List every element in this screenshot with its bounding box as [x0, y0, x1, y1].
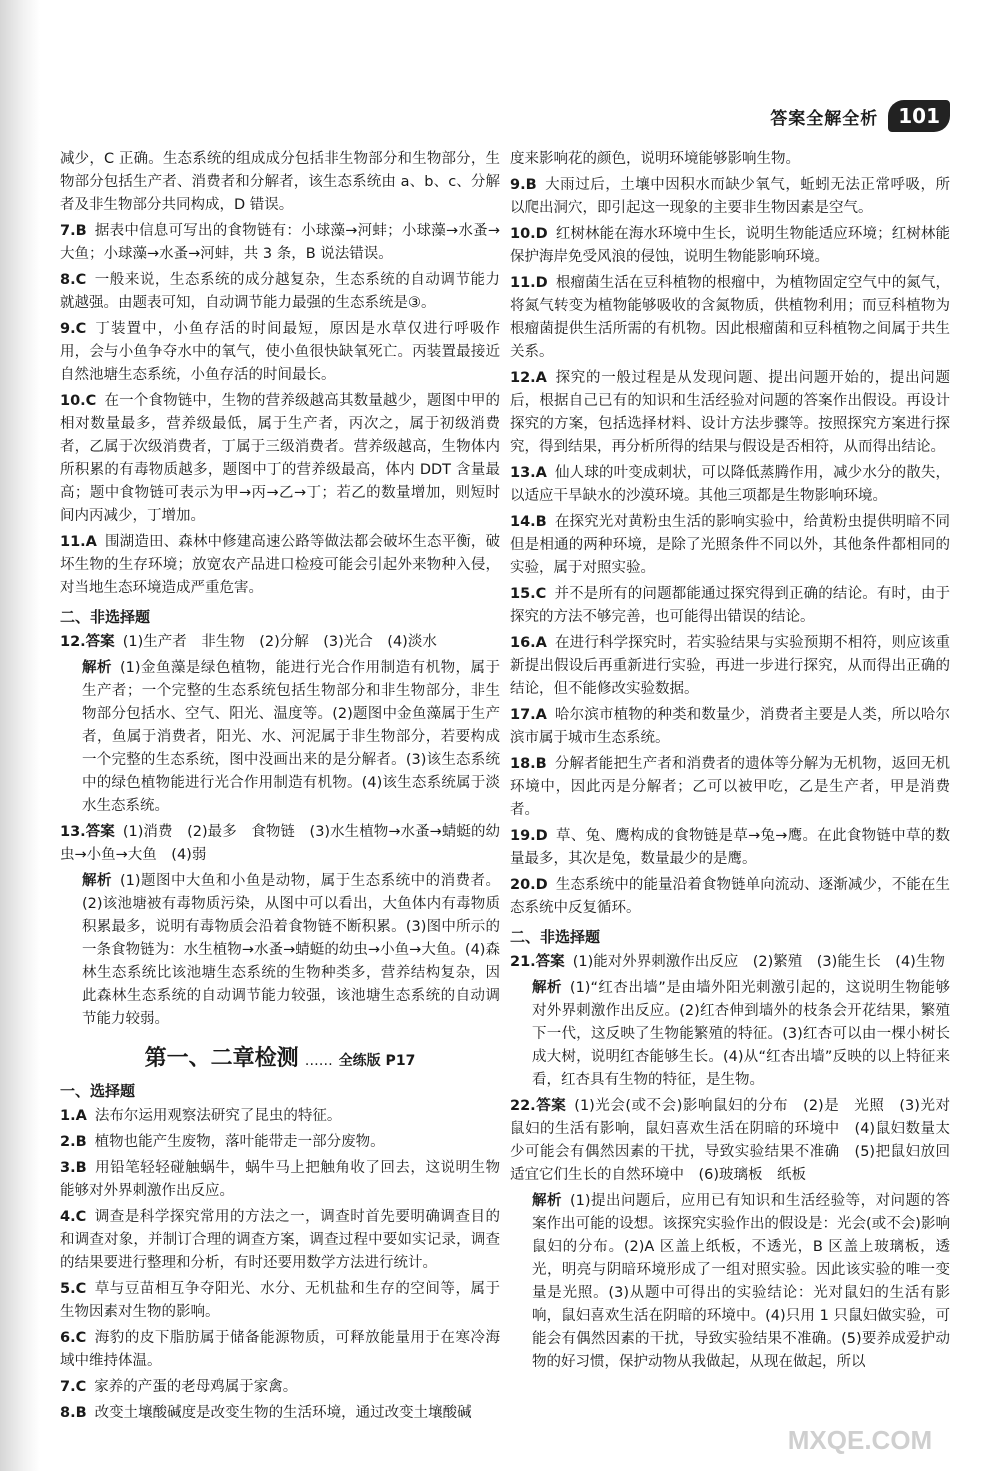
answer-item: 8.C 一般来说，生态系统的成分越复杂，生态系统的自动调节能力就越强。由题表可知，自动调节能力最强的生态系统是③。: [60, 272, 500, 311]
answer-item: 13.答案 (1)消费 (2)最多 食物链 (3)水生植物→水蚤→蜻蜓的幼虫→小鱼→大鱼 (4)弱: [60, 824, 500, 863]
answer-item: 10.C 在一个食物链中，生物的营养级越高其数量越少，题图中甲的相对数量最多，营养级最低，属于生产者，丙次之，属于初级消费者，乙属于次级消费者，丁属于三级消费者。营养级越高，生物体内所积累的有毒物质越多，题图中丁的营养级最高，体内 DDT 含量最高；题中食物链可表示为甲→丙→乙→丁；若乙的数量增加，则短时间内丙减少，丁增加。: [60, 393, 500, 524]
analysis: 解析 (1)题图中大鱼和小鱼是动物，属于生态系统中的消费者。(2)该池塘被有毒物质污染，从图中可以看出，大鱼体内有毒物质积累最多，说明有毒物质会沿着食物链不断积累。(3)图中所示的一条食物链为：水生植物→水蚤→蜻蜓的幼虫→小鱼→大鱼。(4)森林生态系统比该池塘生态系统的生物种类多，营养结构复杂，因此森林生态系统的自动调节能力较强，该池塘生态系统的自动调节能力较弱。: [82, 873, 501, 1027]
chapter-title: 第一、二章检测: [144, 1046, 299, 1071]
answer-item: 21.答案 (1)能对外界刺激作出反应 (2)繁殖 (3)能生长 (4)生物: [510, 954, 945, 970]
answer-item: 14.B 在探究光对黄粉虫生活的影响实验中，给黄粉虫提供明暗不同但是相通的两种环境，是除了光照条件不同以外，其他条件都相同的实验，属于对照实验。: [510, 514, 950, 576]
page-binding-edge: [0, 0, 40, 1471]
answer-item: 11.A 围湖造田、森林中修建高速公路等做法都会破坏生态平衡，破坏生物的生存环境；放宽农产品进口检疫可能会引起外来物种入侵，对当地生态环境造成严重危害。: [60, 534, 500, 596]
answer-item: 19.D 草、兔、鹰构成的食物链是草→兔→鹰。在此食物链中草的数量最多，其次是兔，数量最少的是鹰。: [510, 828, 950, 867]
answer-item: 22.答案 (1)光会(或不会)影响鼠妇的分布 (2)是 光照 (3)光对鼠妇的生活有影响，鼠妇喜欢生活在阴暗的环境中 (4)鼠妇数量太少可能会有偶然因素的干扰，导致实验结果不准确 (5)把鼠妇放回适宜它们生长的自然环境中 (6)玻璃板 纸板: [510, 1098, 951, 1183]
answer-item: 16.A 在进行科学探究时，若实验结果与实验预期不相符，则应该重新提出假设后再重新进行实验，再进一步进行探究，从而得出正确的结论，但不能修改实验数据。: [510, 635, 950, 697]
section-heading: 二、非选择题: [60, 608, 151, 626]
answer-item: 9.C 丁装置中，小鱼存活的时间最短，原因是水草仅进行呼吸作用，会与小鱼争夺水中的氧气，使小鱼很快缺氧死亡。丙装置最接近自然池塘生态系统，小鱼存活的时间最长。: [60, 321, 500, 383]
answer-item: 15.C 并不是所有的问题都能通过探究得到正确的结论。有时，由于探究的方法不够完善，也可能得出错误的结论。: [510, 586, 950, 625]
answer-item: 5.C 草与豆苗相互争夺阳光、水分、无机盐和生存的空间等，属于生物因素对生物的影响。: [60, 1281, 500, 1320]
left-column: [60, 148, 500, 1428]
chapter-reference: 全练版 P17: [338, 1053, 416, 1069]
right-column: [510, 148, 950, 1377]
answer-item: 20.D 生态系统中的能量沿着食物链单向流动、逐渐减少，不能在生态系统中反复循环。: [510, 877, 950, 916]
answer-item: 2.B 植物也能产生废物，落叶能带走一部分废物。: [60, 1134, 385, 1150]
answer-item: 12.答案 (1)生产者 非生物 (2)分解 (3)光合 (4)淡水: [60, 634, 437, 650]
answer-paragraph: 减少，C 正确。生态系统的组成成分包括非生物部分和生物部分，生物部分包括生产者、消费者和分解者，该生态系统由 a、b、c、分解者及非生物部分共同构成，D 错误。: [60, 151, 500, 213]
analysis: 解析 (1)金鱼藻是绿色植物，能进行光合作用制造有机物，属于生产者；一个完整的生态系统包括生物部分和非生物部分，非生物部分包括水、空气、阳光、温度等。(2)题图中金鱼藻属于生产者，鱼属于消费者，阳光、水、河泥属于非生物部分，若要构成一个完整的生态系统，图中没画出来的是分解者。(3)该生态系统中的绿色植物能进行光合作用制造有机物。(4)该生态系统属于淡水生态系统。: [82, 660, 501, 814]
analysis: 解析 (1)“红杏出墙”是由墙外阳光刺激引起的，这说明生物能够对外界刺激作出反应。(2)红杏伸到墙外的枝条会开花结果，繁殖下一代，这反映了生物能繁殖的特征。(3)红杏可以由一棵小树长成大树，说明红杏能够生长。(4)从“红杏出墙”反映的以上特征来看，红杏具有生物的特征，是生物。: [532, 980, 951, 1088]
page-number: 101: [888, 100, 950, 132]
answer-item: 12.A 探究的一般过程是从发现问题、提出问题开始的，提出问题后，根据自己已有的知识和生活经验对问题的答案作出假设。再设计探究的方案，包括选择材料、设计方法步骤等。按照探究方案进行探究，得到结果，再分析所得的结果与假设是否相符，从而得出结论。: [510, 370, 950, 455]
page-header: [770, 98, 950, 134]
answer-paragraph: 度来影响花的颜色，说明环境能够影响生物。: [510, 151, 800, 167]
answer-item: 17.A 哈尔滨市植物的种类和数量少，消费者主要是人类，所以哈尔滨市属于城市生态系统。: [510, 707, 950, 746]
answer-item: 6.C 海豹的皮下脂肪属于储备能源物质，可释放能量用于在寒冷海域中维持体温。: [60, 1330, 500, 1369]
answer-item: 4.C 调查是科学探究常用的方法之一，调查时首先要明确调查目的和调查对象，并制订合理的调查方案，调查过程中要如实记录，调查的结果要进行整理和分析，有时还要用数学方法进行统计。: [60, 1209, 500, 1271]
answer-item: 3.B 用铅笔轻轻碰触蜗牛，蜗牛马上把触角收了回去，这说明生物能够对外界刺激作出反应。: [60, 1160, 500, 1199]
analysis: 解析 (1)提出问题后，应用已有知识和生活经验等，对问题的答案作出可能的设想。该探究实验作出的假设是：光会(或不会)影响鼠妇的分布。(2)A 区盖上纸板，不透光，B 区盖上玻璃板，透光，明亮与阴暗环境形成了一组对照实验。因此该实验的唯一变量是光照。(3)从题中可得出的实验结论：光对鼠妇的生活有影响，鼠妇喜欢生活在阴暗的环境中。(4)只用 1 只鼠妇做实验，可能会有偶然因素的干扰，导致实验结果不准确。(5)要养成爱护动物的好习惯，保护动物从我做起，从现在做起，所以: [532, 1193, 951, 1370]
answer-item: 13.A 仙人球的叶变成刺状，可以降低蒸腾作用，减少水分的散失，以适应干旱缺水的沙漠环境。其他三项都是生物影响环境。: [510, 465, 950, 504]
answer-item: 1.A 法布尔运用观察法研究了昆虫的特征。: [60, 1108, 342, 1124]
answer-item: 7.C 家养的产蛋的老母鸡属于家禽。: [60, 1379, 298, 1395]
section-heading: 二、非选择题: [510, 928, 601, 946]
chapter-heading: 第一、二章检测 …… 全练版 P17: [144, 1046, 416, 1071]
watermark-logo: [740, 1391, 980, 1461]
answer-item: 7.B 据表中信息可写出的食物链有：小球藻→河蚌；小球藻→水蚤→大鱼；小球藻→水蚤→河蚌，共 3 条，B 说法错误。: [60, 223, 500, 262]
answer-item: 18.B 分解者能把生产者和消费者的遗体等分解为无机物，返回无机环境中，因此丙是分解者；乙可以被甲吃，乙是生产者，甲是消费者。: [510, 756, 950, 818]
watermark-text: MXQE.COM: [787, 1425, 933, 1455]
section-heading: 一、选择题: [60, 1082, 136, 1100]
header-title: 答案全解全析: [770, 108, 879, 129]
answer-item: 10.D 红树林能在海水环境中生长，说明生物能适应环境；红树林能保护海岸免受风浪的侵蚀，说明生物能影响环境。: [510, 226, 950, 265]
answer-item: 8.B 改变土壤酸碱度是改变生物的生活环境，通过改变土壤酸碱: [60, 1405, 472, 1421]
answer-item: 11.D 根瘤菌生活在豆科植物的根瘤中，为植物固定空气中的氮气，将氮气转变为植物能够吸收的含氮物质，供植物利用；而豆科植物为根瘤菌提供生活所需的有机物。因此根瘤菌和豆科植物之间属于共生关系。: [510, 275, 950, 360]
answer-item: 9.B 大雨过后，土壤中因积水而缺少氧气，蚯蚓无法正常呼吸，所以爬出洞穴，即引起这一现象的主要非生物因素是空气。: [510, 177, 950, 216]
